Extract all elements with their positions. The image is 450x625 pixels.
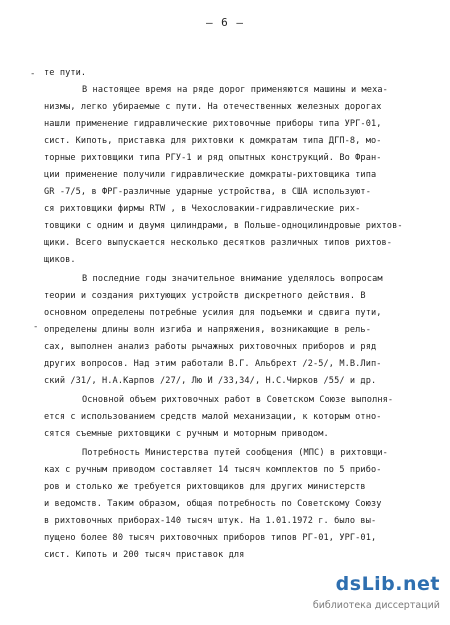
text-line: ется с использованием средств малой механизации, к которым отно- bbox=[44, 412, 382, 422]
text-line: и ведомств. Таким образом, общая потребность по Советскому Союзу bbox=[44, 499, 382, 509]
text-line: ский /31/, Н.А.Карпов /27/, Лю И /33,34/, Н.С.Чирков /55/ и др. bbox=[44, 376, 377, 386]
text-line: основном определены потребные усилия для подъемки и сдвига пути, bbox=[44, 308, 382, 318]
text-line: щиков. bbox=[44, 255, 76, 265]
text-line: в рихтовочных приборах-140 тысяч штук. На 1.01.1972 г. было вы- bbox=[44, 516, 377, 526]
margin-mark: - bbox=[30, 69, 36, 79]
dslib-watermark bbox=[308, 573, 440, 617]
page-number: – 6 – bbox=[205, 16, 245, 29]
text-line: сист. Кипоть и 200 тысяч приставок для bbox=[44, 550, 245, 560]
text-line: ках с ручным приводом составляет 14 тысяч комплектов по 5 прибо- bbox=[44, 465, 382, 475]
text-line: ся рихтовщики фирмы RTW , в Чехословакии-гидравлические рих- bbox=[44, 204, 361, 214]
text-line: В настоящее время на ряде дорог применяются машины и меха- bbox=[82, 85, 388, 95]
text-line: теории и создания рихтующих устройств дискретного действия. В bbox=[44, 291, 366, 301]
text-line: определены длины волн изгиба и напряжения, возникающие в рель- bbox=[44, 325, 371, 335]
text-line: те пути. bbox=[44, 68, 87, 78]
text-line: сятся съемные рихтовщики с ручным и моторным приводом. bbox=[44, 429, 329, 439]
margin-mark: - bbox=[33, 322, 39, 332]
text-line: Потребность Министерства путей сообщения (МПС) в рихтовщи- bbox=[82, 448, 388, 458]
text-line: ров и столько же требуется рихтовщиков для других министерств bbox=[44, 482, 366, 492]
text-line: товщики с одним и двумя цилиндрами, в Польше-одноцилиндровые рихтов- bbox=[44, 221, 403, 231]
text-line: других вопросов. Над этим работали В.Г. Альбрехт /2-5/, М.В.Лип- bbox=[44, 359, 382, 369]
text-line: нашли применение гидравлические рихтовочные приборы типа УРГ-01, bbox=[44, 119, 382, 129]
text-line: сист. Кипоть, приставка для рихтовки к домкратам типа ДГП-8, мо- bbox=[44, 136, 382, 146]
text-line: ции применение получили гидравлические домкраты-рихтовщика типа bbox=[44, 170, 377, 180]
watermark-subtitle: библиотека диссертаций bbox=[312, 600, 440, 611]
text-line: В последние годы значительное внимание уделялось вопросам bbox=[82, 274, 383, 284]
text-line: GR -7/5, в ФРГ-различные ударные устройства, в США используют- bbox=[44, 187, 371, 197]
text-line: пущено более 80 тысяч рихтовочных приборов типов РГ-01, УРГ-01, bbox=[44, 533, 377, 543]
watermark-logo: dsLib.net bbox=[335, 573, 440, 595]
text-line: торные рихтовщики типа РГУ-1 и ряд опытных конструкций. Во Фран- bbox=[44, 153, 382, 163]
text-line: сах, выполнен анализ работы рычажных рихтовочных приборов и ряд bbox=[44, 342, 377, 352]
text-line: щики. Всего выпускается несколько десятков различных типов рихтов- bbox=[44, 238, 393, 248]
text-line: низмы, легко убираемые с пути. На отечественных железных дорогах bbox=[44, 102, 382, 112]
text-line: Основной объем рихтовочных работ в Советском Союзе выполня- bbox=[82, 395, 394, 405]
